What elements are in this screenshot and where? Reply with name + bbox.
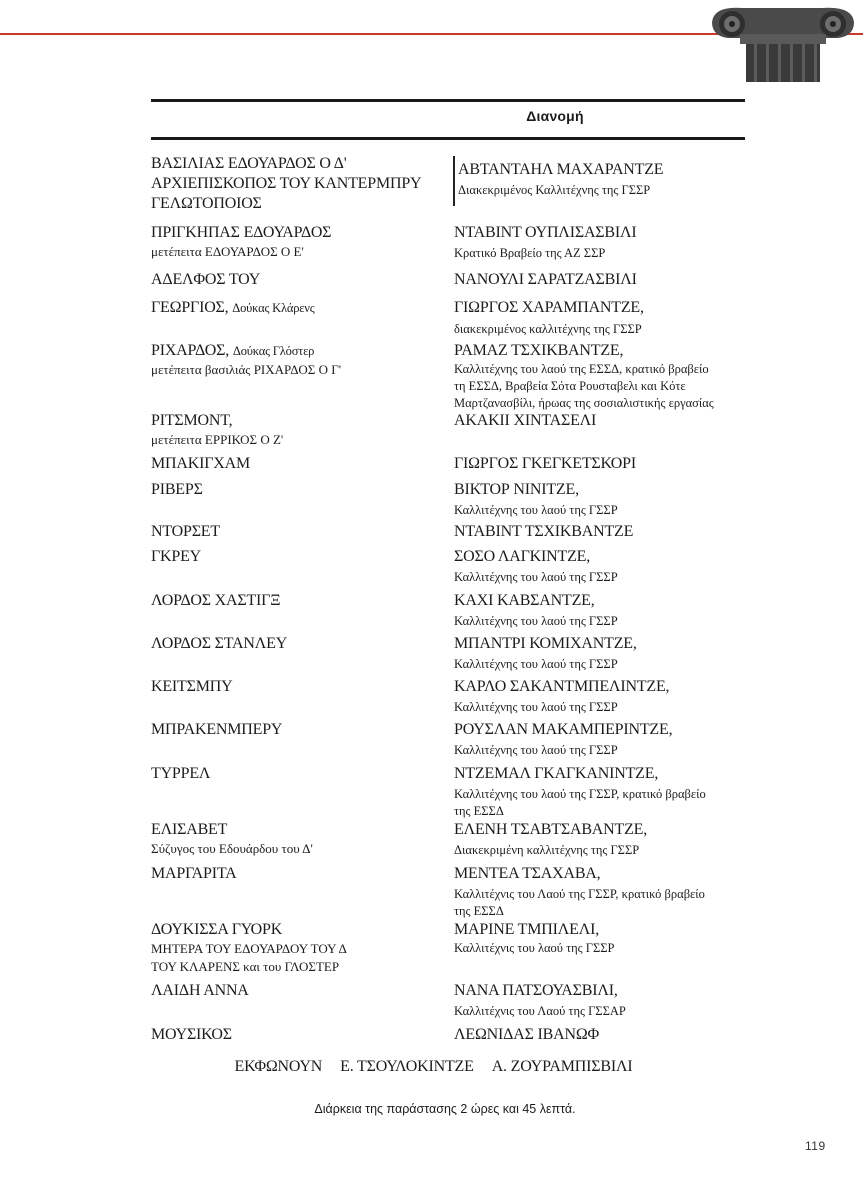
- role-name: ΛΟΡΔΟΣ ΧΑΣΤΙΓΞ: [151, 592, 281, 609]
- actor-name: ΓΙΩΡΓΟΣ ΧΑΡΑΜΠΑΝΤΖΕ,: [454, 299, 644, 316]
- role-cell: [151, 480, 451, 500]
- role-cell: [151, 677, 451, 697]
- actor-cell: [458, 160, 778, 199]
- narrator-name: Α. ΖΟΥΡΑΜΠΙΣΒΙΛΙ: [491, 1058, 633, 1075]
- role-cell: [151, 298, 451, 318]
- actor-note: Καλλιτέχνης του λαού της ΓΣΣΡ: [454, 503, 618, 517]
- role-cell: [151, 547, 451, 567]
- actor-cell: [454, 480, 774, 519]
- actor-cell: [454, 920, 774, 957]
- actor-cell: [454, 454, 774, 474]
- role-name: ΑΡΧΙΕΠΙΣΚΟΠΟΣ ΤΟΥ ΚΑΝΤΕΡΜΠΡΥ: [151, 175, 422, 192]
- role-name: ΓΕΛΩΤΟΠΟΙΟΣ: [151, 195, 262, 212]
- role-cell: [151, 981, 451, 1001]
- role-cell: [151, 454, 451, 474]
- actor-cell: [454, 720, 774, 759]
- role-subtitle: Σύζυγος του Εδουάρδου του Δ': [151, 841, 313, 856]
- narrator-name: Ε. ΤΣΟΥΛΟΚΙΝΤΖΕ: [340, 1058, 474, 1075]
- role-name: ΓΚΡΕΥ: [151, 548, 202, 565]
- actor-note: Καλλιτέχνις του Λαού της ΓΣΣΡ, κρατικό βραβείο: [454, 887, 705, 901]
- actor-name: ΝΤΖΕΜΑΛ ΓΚΑΓΚΑΝΙΝΤΖΕ,: [454, 765, 659, 782]
- narrators-label: ΕΚΦΩΝΟΥΝ: [234, 1058, 323, 1075]
- role-name: ΝΤΟΡΣΕΤ: [151, 523, 220, 540]
- actor-name: ΒΙΚΤΟΡ ΝΙΝΙΤΖΕ,: [454, 481, 579, 498]
- role-name: ΜΑΡΓΑΡΙΤΑ: [151, 865, 237, 882]
- role-title: Δούκας Κλάρενς: [232, 301, 315, 315]
- role-name: ΚΕΙΤΣΜΠΥ: [151, 678, 233, 695]
- role-name: ΡΙΒΕΡΣ: [151, 481, 203, 498]
- actor-note: της ΕΣΣΔ: [454, 804, 504, 818]
- actor-name: ΝΑΝΟΥΛΙ ΣΑΡΑΤΖΑΣΒΙΛΙ: [454, 271, 637, 288]
- role-name: ΜΠΡΑΚΕΝΜΠΕΡΥ: [151, 721, 283, 738]
- role-cell: [151, 820, 451, 858]
- actor-note: Καλλιτέχνις του Λαού της ΓΣΣΑΡ: [454, 1004, 626, 1018]
- role-name: ΔΟΥΚΙΣΣΑ ΓΥΟΡΚ: [151, 921, 283, 938]
- role-cell: [151, 270, 451, 290]
- actor-cell: [454, 677, 774, 716]
- actor-note: Κρατικό Βραβείο της ΑΖ ΣΣΡ: [454, 246, 606, 260]
- role-cell: [151, 223, 451, 261]
- role-name: ΡΙΧΑΡΔΟΣ,: [151, 342, 230, 359]
- role-name: ΒΑΣΙΛΙΑΣ ΕΔΟΥΑΡΔΟΣ Ο Δ': [151, 155, 347, 172]
- role-cell: [151, 864, 451, 884]
- role-cell: [151, 634, 451, 654]
- role-name: ΤΥΡΡΕΛ: [151, 765, 211, 782]
- actor-cell: [454, 341, 774, 412]
- actor-note: Καλλιτέχνης του λαού της ΓΣΣΡ, κρατικό βραβείο: [454, 787, 706, 801]
- role-name: ΡΙΤΣΜΟΝΤ,: [151, 412, 233, 429]
- actor-name: ΓΙΩΡΓΟΣ ΓΚΕΓΚΕΤΣΚΟΡΙ: [454, 455, 636, 472]
- actor-note: Διακεκριμένη καλλιτέχνης της ΓΣΣΡ: [454, 843, 640, 857]
- actor-name: ΑΚΑΚΙΙ ΧΙΝΤΑΣΕΛΙ: [454, 412, 597, 429]
- actor-note: Καλλιτέχνης του λαού της ΕΣΣΔ, κρατικό βραβείο: [454, 362, 709, 376]
- role-cell: [151, 1025, 451, 1045]
- role-name: ΛΟΡΔΟΣ ΣΤΑΝΛΕΥ: [151, 635, 288, 652]
- actor-cell: [454, 411, 774, 431]
- role-subtitle: μετέπειτα βασιλιάς ΡΙΧΑΡΔΟΣ Ο Γ': [151, 362, 342, 377]
- narrators-line: [0, 1058, 863, 1076]
- role-cell: [151, 920, 451, 976]
- role-name: ΜΟΥΣΙΚΟΣ: [151, 1026, 232, 1043]
- role-cell: [151, 764, 451, 784]
- actor-name: ΛΕΩΝΙΔΑΣ ΙΒΑΝΩΦ: [454, 1026, 600, 1043]
- actor-cell: [454, 270, 774, 290]
- actor-cell: [454, 522, 774, 542]
- actor-name: ΜΑΡΙΝΕ ΤΜΠΙΛΕΛΙ,: [454, 921, 600, 938]
- role-cell: [151, 522, 451, 542]
- role-name: ΠΡΙΓΚΗΠΑΣ ΕΔΟΥΑΡΔΟΣ: [151, 224, 332, 241]
- actor-note: Καλλιτέχνης του λαού της ΓΣΣΡ: [454, 570, 618, 584]
- actor-name: ΚΑΧΙ ΚΑΒΣΑΝΤΖΕ,: [454, 592, 595, 609]
- role-subtitle: ΤΟΥ ΚΛΑΡΕΝΣ και του ΓΛΟΣΤΕΡ: [151, 959, 340, 974]
- role-subtitle: μετέπειτα ΕΔΟΥΑΡΔΟΣ Ο Ε': [151, 244, 304, 259]
- role-name: ΛΑΙΔΗ ΑΝΝΑ: [151, 982, 249, 999]
- role-cell: [151, 591, 451, 611]
- role-subtitle: μετέπειτα ΕΡΡΙΚΟΣ Ο Ζ': [151, 432, 284, 447]
- actor-cell: [454, 864, 774, 920]
- actor-name: ΣΟΣΟ ΛΑΓΚΙΝΤΖΕ,: [454, 548, 591, 565]
- actor-note: Μαρτζανασβίλι, ήρωας της σοσιαλιστικής εργασίας: [454, 396, 714, 410]
- actor-cell: [454, 223, 774, 262]
- actor-name: ΑΒΤΑΝΤΑΗΛ ΜΑΧΑΡΑΝΤΖΕ: [458, 161, 664, 178]
- actor-cell: [454, 981, 774, 1020]
- role-name: ΕΛΙΣΑΒΕΤ: [151, 821, 228, 838]
- actor-name: ΜΠΑΝΤΡΙ ΚΟΜΙΧΑΝΤΖΕ,: [454, 635, 637, 652]
- actor-note: Καλλιτέχνης του λαού της ΓΣΣΡ: [454, 657, 618, 671]
- actor-name: ΡΟΥΣΛΑΝ ΜΑΚΑΜΠΕΡΙΝΤΖΕ,: [454, 721, 673, 738]
- actor-cell: [454, 591, 774, 630]
- actor-note: Καλλιτέχνης του λαού της ΓΣΣΡ: [454, 743, 618, 757]
- page-number: 119: [805, 1139, 826, 1153]
- role-subtitle: ΜΗΤΕΡΑ ΤΟΥ ΕΔΟΥΑΡΔΟΥ ΤΟΥ Δ: [151, 941, 347, 956]
- actor-name: ΜΕΝΤΕΑ ΤΣΑΧΑΒΑ,: [454, 865, 601, 882]
- role-cell: [151, 720, 451, 740]
- role-name: ΓΕΩΡΓΙΟΣ,: [151, 299, 229, 316]
- actor-name: ΡΑΜΑΖ ΤΣΧΙΚΒΑΝΤΖΕ,: [454, 342, 624, 359]
- actor-cell: [454, 634, 774, 673]
- actor-note: Καλλιτέχνης του λαού της ΓΣΣΡ: [454, 614, 618, 628]
- actor-note: τη ΕΣΣΔ, Βραβεία Σότα Ρουσταβελι και Κότε: [454, 379, 686, 393]
- actor-cell: [454, 298, 774, 338]
- actor-note: διακεκριμένος καλλιτέχνης της ΓΣΣΡ: [454, 322, 642, 336]
- role-name: ΑΔΕΛΦΟΣ ΤΟΥ: [151, 271, 261, 288]
- actor-name: ΝΤΑΒΙΝΤ ΤΣΧΙΚΒΑΝΤΖΕ: [454, 523, 634, 540]
- role-cell: [151, 154, 451, 214]
- actor-name: ΕΛΕΝΗ ΤΣΑΒΤΣΑΒΑΝΤΖΕ,: [454, 821, 648, 838]
- actor-cell: [454, 764, 774, 820]
- section-heading: Διανομή: [526, 108, 584, 124]
- actor-note: Διακεκριμένος Καλλιτέχνης της ΓΣΣΡ: [458, 183, 651, 197]
- actor-name: ΝΤΑΒΙΝΤ ΟΥΠΛΙΣΑΣΒΙΛΙ: [454, 224, 637, 241]
- role-cell: [151, 411, 451, 449]
- actor-note: Καλλιτέχνις του λαού της ΓΣΣΡ: [454, 941, 615, 955]
- actor-cell: [454, 1025, 774, 1045]
- role-cell: [151, 341, 451, 379]
- performance-duration: Διάρκεια της παράστασης 2 ώρες και 45 λεπτά.: [314, 1102, 576, 1116]
- actor-cell: [454, 820, 774, 859]
- actor-note: της ΕΣΣΔ: [454, 904, 504, 918]
- actor-name: ΝΑΝΑ ΠΑΤΣΟΥΑΣΒΙΛΙ,: [454, 982, 618, 999]
- actor-cell: [454, 547, 774, 586]
- actor-note: Καλλιτέχνης του λαού της ΓΣΣΡ: [454, 700, 618, 714]
- role-name: ΜΠΑΚΙΓΧΑΜ: [151, 455, 251, 472]
- role-title: Δούκας Γλόστερ: [232, 344, 315, 358]
- actor-name: ΚΑΡΛΟ ΣΑΚΑΝΤΜΠΕΛΙΝΤΖΕ,: [454, 678, 670, 695]
